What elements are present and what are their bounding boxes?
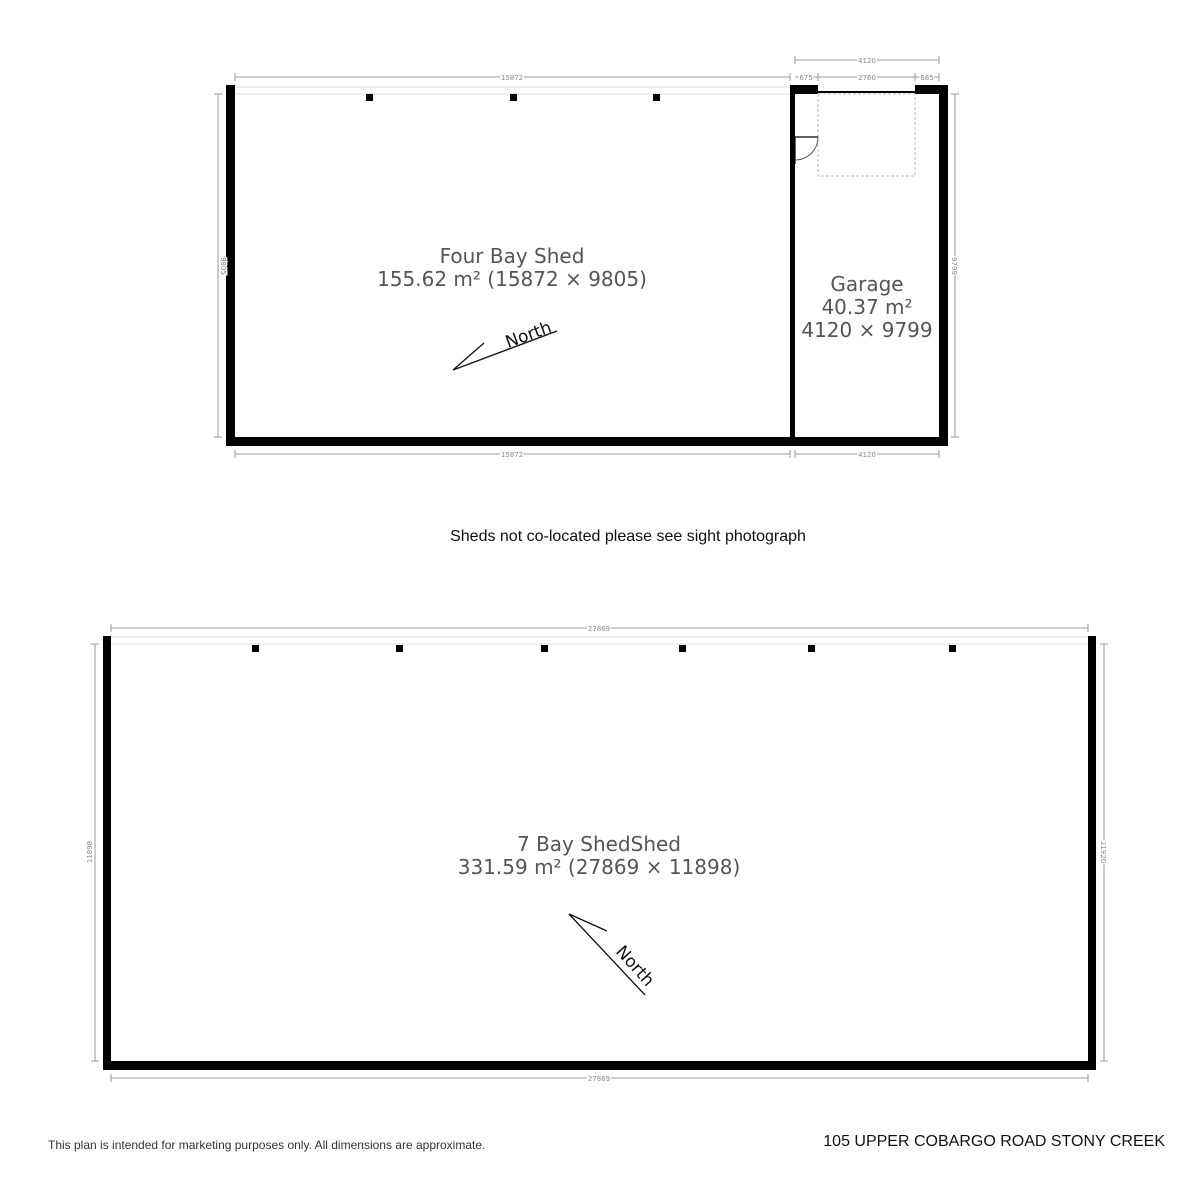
- property-address: 105 UPPER COBARGO ROAD STONY CREEK: [823, 1133, 1165, 1150]
- four-bay-shed-name: Four Bay Shed: [439, 244, 585, 268]
- post: [396, 645, 403, 652]
- seven-bay-shed-name: 7 Bay ShedShed: [517, 832, 681, 856]
- post: [653, 94, 660, 101]
- seven-bay-shed-building: [86, 624, 1108, 1083]
- garage-north-wall-right: [915, 85, 948, 94]
- garage-east-wall: [939, 85, 948, 446]
- post: [808, 645, 815, 652]
- garage-dim-top-right: 685: [920, 74, 934, 82]
- post: [679, 645, 686, 652]
- seven-bay-dim-top: 27869: [587, 625, 611, 633]
- four-bay-shed-dimensions: [214, 56, 959, 458]
- north-label: North: [611, 941, 658, 991]
- garage-partition-wall: [790, 85, 795, 446]
- seven-bay-dim-left: 11898: [86, 840, 94, 864]
- four-bay-shed-building: [214, 56, 959, 459]
- garage-door-swing-area: [818, 94, 915, 176]
- seven-bay-shed-area: 331.59 m² (27869 × 11898): [457, 855, 741, 879]
- four-bay-shed-area: 155.62 m² (15872 × 9805): [377, 267, 647, 291]
- post: [366, 94, 373, 101]
- north-label: North: [502, 317, 555, 353]
- site-note: Sheds not co-located please see sight photograph: [450, 528, 806, 545]
- four-bay-dim-bottom: 15872: [500, 451, 524, 459]
- garage-size: 4120 × 9799: [801, 318, 933, 342]
- seven-bay-shed-south-wall: [103, 1061, 1096, 1070]
- garage-dim-top: 4120: [858, 57, 876, 65]
- four-bay-dim-top: 15872: [500, 74, 524, 82]
- disclaimer: This plan is intended for marketing purposes only. All dimensions are approximate.: [48, 1138, 486, 1152]
- garage-dim-top-mid: 2760: [858, 74, 876, 82]
- north-arrow-icon: [453, 318, 557, 370]
- four-bay-shed-open-side: [230, 87, 792, 94]
- four-bay-dim-left: 9805: [219, 257, 227, 275]
- post: [541, 645, 548, 652]
- seven-bay-dim-right: 11920: [1099, 840, 1107, 864]
- garage-area: 40.37 m²: [821, 295, 913, 319]
- seven-bay-dim-bottom: 27869: [587, 1075, 611, 1083]
- post: [510, 94, 517, 101]
- garage-name: Garage: [830, 272, 904, 296]
- post: [949, 645, 956, 652]
- seven-bay-shed-east-wall: [1088, 636, 1096, 1070]
- post: [252, 645, 259, 652]
- north-arrow-icon: [569, 914, 658, 995]
- garage-dim-top-left: 675: [799, 74, 813, 82]
- seven-bay-shed-west-wall: [103, 636, 111, 1070]
- garage-dim-right: 9799: [950, 257, 958, 275]
- four-bay-shed-south-wall: [226, 437, 948, 446]
- garage-north-wall-left: [790, 85, 818, 94]
- door-icon: [795, 137, 818, 164]
- seven-bay-shed-open-side: [108, 637, 1093, 644]
- garage-dim-bottom: 4120: [858, 451, 876, 459]
